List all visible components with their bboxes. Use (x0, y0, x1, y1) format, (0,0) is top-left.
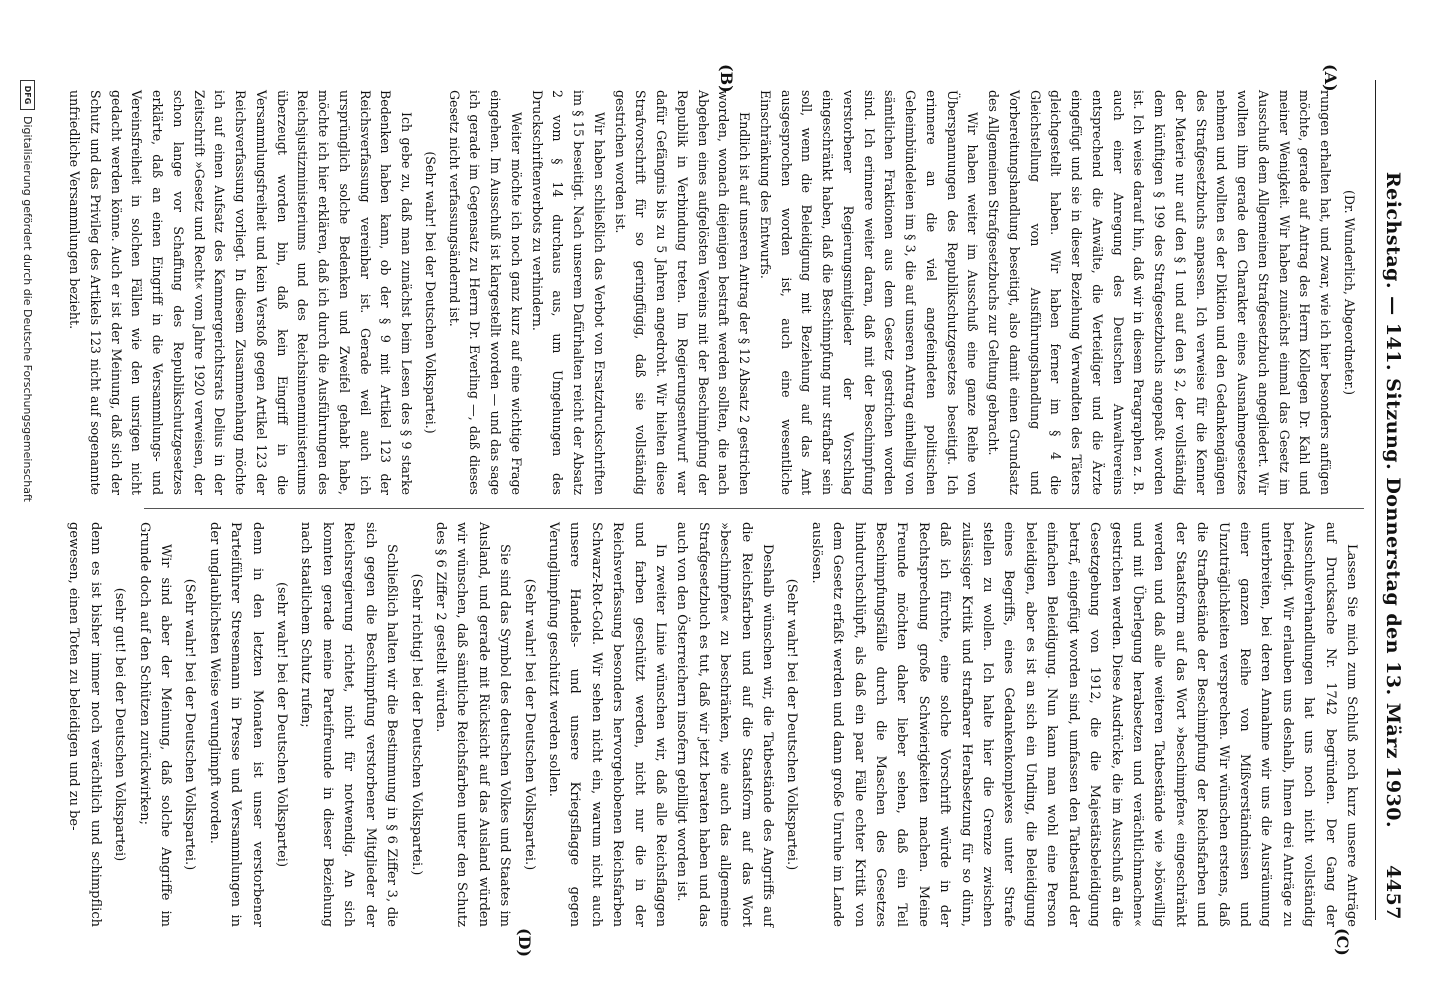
paragraph: denn es ist bisher immer noch verächtlich und schimpflich gewesen, einen Toten zu beleidigen und zu be- (66, 522, 103, 927)
margin-mark-a: (A) (1321, 64, 1340, 92)
margin-mark-b: (B) (717, 64, 736, 93)
paragraph: Deshalb wünschen wir, die Tatbestände des Angriffs auf die Reichsfarben und auf die Staatsform auf das Wort »beschimpfen« zu beschränken, wie auch das allgemeine Strafgesetzbuch es tut, daß wir jetzt beraten haben und das auch von den Österreichern insofern gebilligt worden ist. (674, 522, 776, 927)
paragraph: Wir sind aber der Meinung, daß solche Angriffe im Grunde doch auf den Schützen zurückwirken; (136, 522, 174, 927)
dfg-logo-icon: DFG (20, 80, 35, 110)
paragraph: Weiter möchte ich noch ganz kurz auf eine wichtige Frage eingehen. Im Ausschuß ist klargestellt worden — und das sage ich gerade im Gegensatz zu Herrn Dr. Everling —, daß dieses Gesetz nicht verfassungsändernd ist. (446, 90, 524, 495)
paragraph: In zweiter Linie wünschen wir, daß alle Reichsflaggen und farben geschützt werden, nicht nur die in der Reichsverfassung besonders hervorgehobenen Reichsfarben Schwarz-Rot-Gold. Wir sehen nicht ein, warum nicht auch unsere Handels- und unsere Kriegsflagge gegen Verunglimpfung geschützt werden sollen. (545, 522, 668, 927)
right-text-column (63, 522, 1362, 927)
footer-text: Digitalisierung gefördert durch die Deutsche Forschungsgemeinschaft (21, 116, 34, 502)
paragraph: Wir haben schließlich das Verbot von Ersatzdruckschriften im § 15 beseitigt. Nach unserem Dafürhalten reicht der Absatz 2 vom § 14 durchaus aus, um Umgehungen des Druckschriftenverbots zu verhindern. (529, 90, 607, 495)
interjection: (Sehr richtig! bei der Deutschen Volkspartei.) (408, 573, 424, 876)
margin-mark-c: (C) (1333, 928, 1352, 956)
paragraph: Endlich ist auf unseren Antrag der § 12 Absatz 2 gestrichen worden, wonach diejenigen bestraft werden sollten, die nach Abgehen eines aufgelösten Vereins mit der Beschimpfung der Republik in Verbindung treten. Im Regierungsentwurf war dafür Gefängnis bis zu 5 Jahren angedroht. Wir hielten diese Strafvorschrift für so geringfügig, daß sie vollständig gestrichen worden ist. (612, 90, 753, 495)
column-divider (144, 508, 1364, 509)
paragraph: rungen erhalten hat, und zwar, wie ich hier besonders anfügen möchte, gerade auf Antrag des Herrn Kollegen Dr. Kahl und meiner Wenigkeit. Wir haben zunächst einmal das Gesetz im Ausschuß dem Allgemeinen Strafgesetzbuch angegliedert. Wir wollten ihm gerade den Charakter eines Ausnahmegesetzes nehmen und wollten es der Diktion und den Gedankengängen des Strafgesetzbuchs anpassen. Ich verweise für die Kenner der Materie nur auf den § 1 und auf den § 2, der vollständig dem künftigen § 199 des Strafgesetzbuchs angepaßt worden ist. Ich weise darauf hin, daß wir in diesem Paragraphen z. B. auch einer Anregung des Deutschen Anwaltvereins entsprechend die Anwälte, die Verteidiger und die Ärzte eingefügt und sie in dieser Beziehung Verwandten des Täters gleichgestellt haben. Wir haben ferner im § 4 die Gleichstellung von Ausführungshandlung und Vorbereitungshandlung beseitigt, also damit einen Grundsatz des Allgemeinen Strafgesetzbuchs zur Geltung gebracht. (986, 90, 1334, 495)
digitization-footer (20, 80, 35, 920)
interjection: (Sehr wahr! bei der Deutschen Volkspartei.) (784, 578, 800, 871)
paragraph: Schließlich halten wir die Bestimmung in § 6 Ziffer 3, die sich gegen die Beschimpfung verstorbener Mitglieder der Reichsregierung richtet, nicht für notwendig. An sich konnten gerade meine Parteifreunde in dieser Beziehung nach staatlichem Schutz rufen; (298, 522, 400, 927)
paragraph: Lassen Sie mich zum Schluß noch kurz unsere Anträge auf Drucksache Nr. 1742 begründen. Der Gang der Ausschußverhandlungen hat uns noch nicht vollständig befriedigt. Wir erlauben uns deshalb, Ihnen drei Anträge zu unterbreiten, bei deren Annahme wir uns die Ausräumung einer ganzen Reihe von Mißverständnissen und Unzuträglichkeiten versprechen. Wir wünschen erstens, daß die Strafbestände der Beschimpfung der Reichsfarben und der Staatsform auf das Wort »beschimpfen« eingeschränkt werden und daß alle weiteren Tatbestände wie »böswillig und mit Überlegung herabsetzen und verächtlichmachen« gestrichen werden. Diese Ausdrücke, die im Ausschuß an die Gesetzgebung von 1912, die die Majestätsbeleidigung betraf, eingefügt worden sind, umfassen den Tatbestand der einfachen Beleidigung. Nun kann man wohl eine Person beleidigen, aber es ist an sich ein Unding, die Beleidigung eines Begriffs, eines Gedankenkomplexes unter Strafe stellen zu wollen. Ich halte hier die Grenze zwischen zulässiger Kritik und strafbarer Herabsetzung für so dünn, daß ich fürchte, eine solche Vorschrift würde in der Rechtsprechung große Schwierigkeiten machen. Meine Freunde möchten daher lieber sehen, daß ein Teil Beschimpfungsfälle durch die Maschen des Gesetzes hindurchschlüpft, als daß ein paar Fälle echter Kritik von dem Gesetz erfaßt werden und dann große Unruhe im Lande auslösen. (808, 522, 1359, 927)
paragraph: Sie sind das Symbol des deutschen Volkes und Staates im Ausland, und gerade mit Rücksicht auf das Ausland würden wir wünschen, daß sämtliche Reichsfarben unter den Schutz des § 6 Ziffer 2 gestellt würden. (432, 522, 513, 927)
page-header (1375, 80, 1410, 920)
interjection: (Sehr wahr! bei der Deutschen Volkspartei.) (423, 151, 438, 434)
paragraph: Wir haben weiter im Ausschuß eine ganze Reihe von Überspannungen des Republikschutzgesetzes beseitigt. Ich erinnere an die viel angefeindeten politischen Geheimbündeleien im § 3, die auf unseren Antrag einhellig von sämtlichen Fraktionen aus dem Gesetz gestrichen worden sind. Ich erinnere weiter daran, daß mit der Beschimpfung verstorbener Regierungsmitglieder der Vorschlag eingeschränkt haben, daß die Beschimpfung nur strafbar sein soll, wenn die Beleidigung mit Beziehung auf das Amt ausgesprochen worden ist, auch eine wesentliche Einschränkung des Entwurfs. (758, 90, 981, 495)
speaker-label: (Dr. Wunderlich, Abgeordneter.) (1342, 189, 1357, 396)
margin-mark-d: (D) (515, 928, 534, 958)
interjection: (Sehr wahr! bei der Deutschen Volkspartei.) (521, 578, 537, 871)
page-number: 4457 (1382, 865, 1404, 920)
paragraph: denn in den letzten Monaten ist unser verstorbener Parteiführer Stresemann in Presse und Versammlungen in der unglaublichsten Weise verunglimpft worden. (206, 522, 265, 927)
left-text-column (64, 90, 1363, 495)
interjection: (sehr gut! bei der Deutschen Volkspartei) (112, 587, 128, 862)
paragraph: Ich gebe zu, daß man zunächst beim Lesen des § 9 starke Bedenken haben kann, ob der § 9 mit Artikel 123 der Reichsverfassung vereinbar ist. Gerade weil auch ich ursprünglich solche Bedenken und Zweifel gehabt habe, möchte ich hier erklären, daß ich durch die Ausführungen des Reichsjustizministeriums und des Reichsinnenministeriums überzeugt worden bin, daß kein Eingriff in die Versammlungsfreiheit und kein Verstoß gegen Artikel 123 der Reichsverfassung vorliegt. In diesem Zusammenhang möchte ich auf einen Aufsatz des Kammergerichtsrats Delius in der Zeitschrift »Gesetz und Recht« vom Jahre 1920 verweisen, der schon lange vor Schaffung des Republikschutzgesetzes erklärte, daß an einen Eingriff in die Versammlungs- und Vereinsfreiheit in solchen Fällen wie den unsrigen nicht gedacht werden könne. Auch er ist der Meinung, daß sich der Schutz und das Privileg des Artikels 123 nicht auf sogenannte unfriedliche Versammlungen bezieht. (67, 90, 415, 495)
interjection: (sehr wahr! bei der Deutschen Volkspartei) (274, 581, 290, 868)
page-title: Reichstag. — 141. Sitzung. Donnerstag den 13. März 1930. (1382, 171, 1404, 829)
interjection: (Sehr wahr! bei der Deutschen Volkspartei.) (182, 578, 198, 871)
